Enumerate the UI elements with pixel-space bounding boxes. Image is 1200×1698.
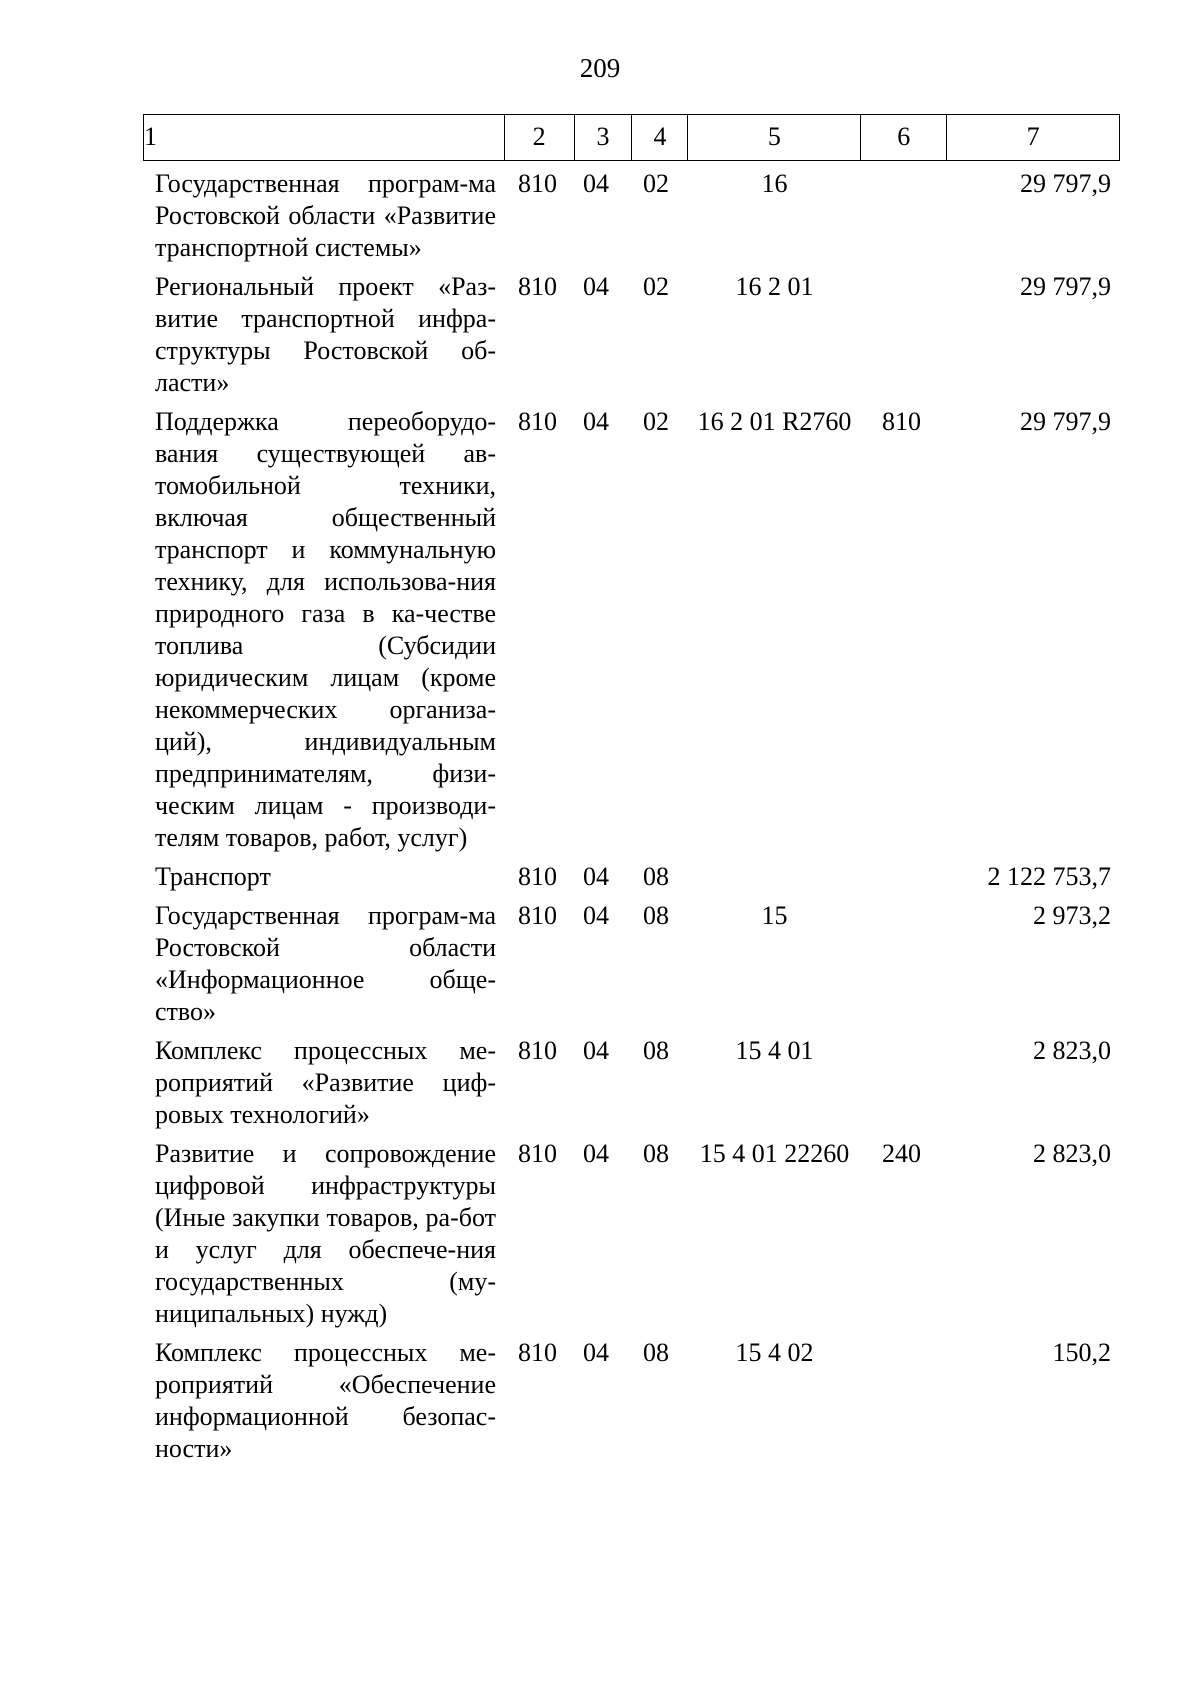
table-row: [143, 900, 1120, 1028]
table-row: [143, 271, 1120, 399]
header-col-3: 3: [575, 115, 633, 160]
table-header: [143, 114, 1120, 161]
row-col-5: 15 4 01: [735, 1036, 814, 1065]
row-col-3: 04: [583, 407, 609, 436]
row-col-2: 810: [518, 169, 557, 198]
table-row: [143, 1035, 1120, 1131]
row-name: Региональный проект «Раз-витие транспортной инфра-структуры Ростовской об-ласти»: [155, 272, 496, 397]
row-col-5: 16: [761, 169, 788, 198]
budget-table: [143, 114, 1120, 1465]
row-col-3: 04: [583, 901, 609, 930]
row-col-3: 04: [583, 272, 609, 301]
row-col-2: 810: [518, 862, 557, 891]
row-name: Транспорт: [155, 862, 271, 891]
table-row: [143, 168, 1120, 264]
row-col-3: 04: [583, 862, 609, 891]
row-col-2: 810: [518, 272, 557, 301]
row-col-4: 08: [643, 901, 669, 930]
row-col-4: 02: [643, 407, 669, 436]
row-col-4: 08: [643, 1036, 669, 1065]
row-col-7: 2 823,0: [1033, 1036, 1111, 1065]
row-col-2: 810: [518, 407, 557, 436]
row-col-5: 15: [761, 901, 788, 930]
row-name: Поддержка переоборудо-вания существующей ав-томобильной техники, включая общественный транспорт и коммунальную технику, для использова-ния природного газа в ка-честве топлива (Субсидии юридическим лицам (кроме некоммерческих организа-ций), индивидуальным предпринимателям, физи-ческим лицам - производи-телям товаров, работ, услуг): [155, 407, 496, 852]
row-col-4: 08: [643, 1338, 669, 1367]
row-col-5: 15 4 01 22260: [699, 1139, 850, 1168]
row-col-5: 15 4 02: [735, 1338, 814, 1367]
row-col-2: 810: [518, 1036, 557, 1065]
row-col-7: 29 797,9: [1020, 169, 1111, 198]
page-number: 209: [579, 53, 621, 83]
table-row: [143, 1138, 1120, 1330]
row-col-7: 29 797,9: [1020, 407, 1111, 436]
row-col-2: 810: [518, 1139, 557, 1168]
header-col-2: 2: [505, 115, 575, 160]
row-name: Государственная програм-ма Ростовской области «Развитие транспортной системы»: [155, 169, 496, 262]
header-col-6: 6: [861, 115, 947, 160]
row-col-7: 2 122 753,7: [987, 862, 1111, 891]
row-col-3: 04: [583, 1036, 609, 1065]
row-col-4: 08: [643, 862, 669, 891]
table-row: [143, 861, 1120, 893]
table-row: [143, 406, 1120, 854]
row-col-3: 04: [583, 1338, 609, 1367]
row-col-7: 2 823,0: [1033, 1139, 1111, 1168]
header-col-1: 1: [144, 115, 505, 160]
row-name: Комплекс процессных ме-роприятий «Развитие циф-ровых технологий»: [155, 1036, 496, 1129]
row-col-4: 08: [643, 1139, 669, 1168]
row-col-5: 16 2 01: [735, 272, 814, 301]
header-col-7: 7: [947, 115, 1120, 160]
row-col-7: 2 973,2: [1033, 901, 1111, 930]
row-col-3: 04: [583, 1139, 609, 1168]
row-col-3: 04: [583, 169, 609, 198]
row-name: Государственная програм-ма Ростовской области «Информационное обще-ство»: [155, 901, 496, 1026]
table-row: [143, 1337, 1120, 1465]
header-col-5: 5: [688, 115, 861, 160]
row-col-4: 02: [643, 169, 669, 198]
row-col-4: 02: [643, 272, 669, 301]
row-col-6: 810: [882, 407, 921, 436]
row-col-7: 29 797,9: [1020, 272, 1111, 301]
row-name: Комплекс процессных ме-роприятий «Обеспечение информационной безопас-ности»: [155, 1338, 496, 1463]
header-col-4: 4: [632, 115, 688, 160]
row-name: Развитие и сопровождение цифровой инфраструктуры (Иные закупки товаров, ра-бот и услуг для обеспече-ния государственных (му-ниципальных) нужд): [155, 1139, 496, 1328]
row-col-5: 16 2 01 R2760: [697, 407, 852, 436]
row-col-7: 150,2: [1052, 1338, 1111, 1367]
table-body: [143, 168, 1120, 1465]
row-col-6: 240: [882, 1139, 921, 1168]
row-col-2: 810: [518, 1338, 557, 1367]
row-col-2: 810: [518, 901, 557, 930]
